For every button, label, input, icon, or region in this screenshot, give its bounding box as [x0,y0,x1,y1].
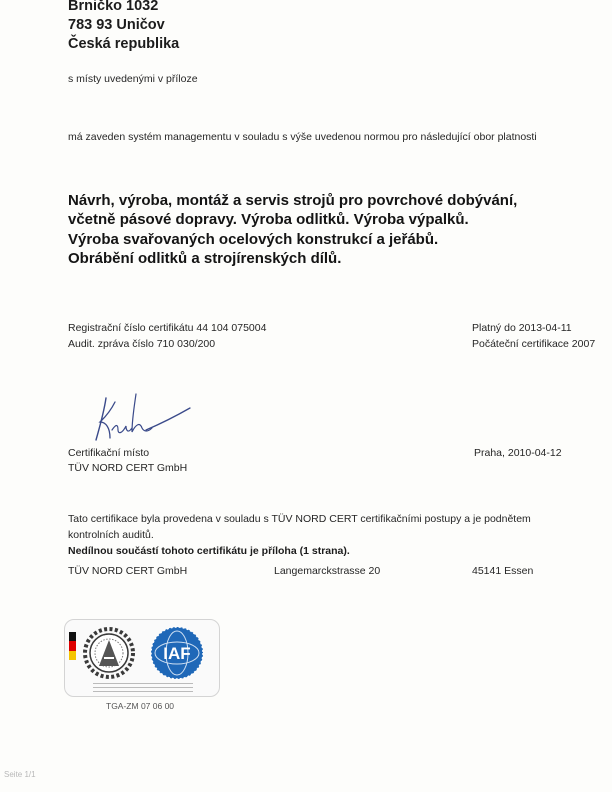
address-line-1: Brničko 1032 [68,0,159,14]
sites-note: s místy uvedenými v příloze [68,73,198,85]
scope-line: Výroba svařovaných ocelových konstrukcí a jeřábů. [68,230,439,248]
certification-body-label: Certifikační místo [68,447,150,459]
annex-note: Nedílnou součástí tohoto certifikátu je příloha (1 strana). [68,545,350,557]
accreditation-gear-icon [79,624,139,682]
footer-note-line-1: Tato certifikace byla provedena v souladu s TÜV NORD CERT certifikačními postupy a je podnětem [68,513,531,525]
scope-intro: má zaveden systém managementu v souladu s výše uvedenou normou pro následující obor platnosti [68,131,537,143]
logo-code: TGA-ZM 07 06 00 [106,701,175,711]
german-flag-icon [69,632,76,660]
place-and-date: Praha, 2010-04-12 [474,447,562,459]
footer-street: Langemarckstrasse 20 [274,565,381,577]
certification-body-name: TÜV NORD CERT GmbH [68,462,188,474]
accreditation-logos [64,619,220,697]
address-line-2: 783 93 Uničov [68,17,165,33]
scope-line: Návrh, výroba, montáž a servis strojů pro povrchové dobývání, [68,192,518,209]
audit-report-number: Audit. zpráva číslo 710 030/200 [68,338,216,350]
scope-line: Obrábění odlitků a strojírenských dílů. [68,250,342,268]
address-line-3: Česká republika [68,36,180,52]
scope-line: včetně pásové dopravy. Výroba odlitků. Výroba výpalků. [68,211,469,229]
signature-icon [88,388,198,446]
page-corner-mark: Seite 1/1 [4,770,36,779]
footer-company: TÜV NORD CERT GmbH [68,565,188,577]
iaf-text: IAF [163,644,191,663]
iaf-logo-icon [145,624,209,682]
logo-fine-print [93,683,193,692]
registration-number: Registrační číslo certifikátu 44 104 075004 [68,322,267,334]
footer-city: 45141 Essen [472,565,534,577]
footer-note-line-2: kontrolních auditů. [68,529,154,541]
initial-certification: Počáteční certifikace 2007 [472,338,596,350]
valid-until: Platný do 2013-04-11 [472,322,572,334]
scope-block [68,191,612,269]
